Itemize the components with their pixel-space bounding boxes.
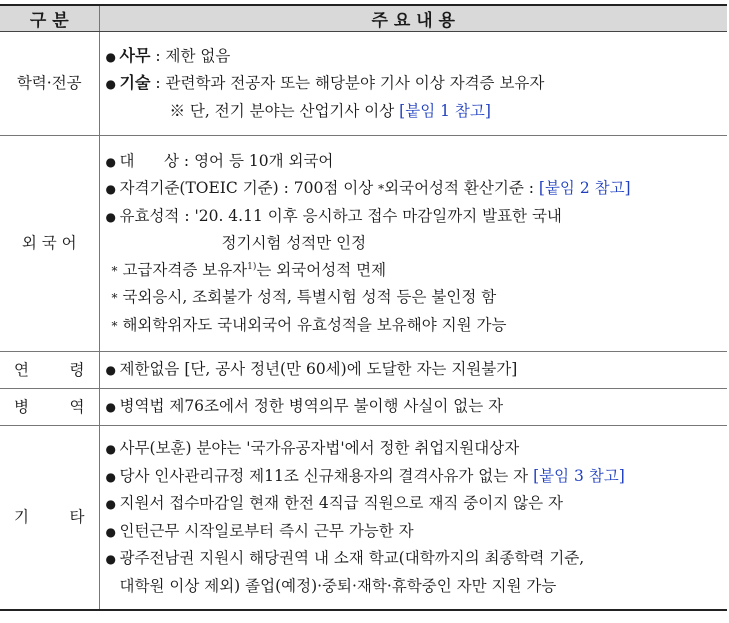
- category-age: [0, 352, 99, 389]
- list-item: [106, 518, 728, 546]
- list-item: [106, 148, 728, 176]
- category-char: 연: [14, 360, 29, 379]
- content-age: [99, 352, 727, 389]
- bullet-icon: ●: [105, 552, 116, 567]
- note-text: 해외학위자도 국내외국어 유효성적을 보유해야 지원 가능: [122, 315, 507, 334]
- category-char: 령: [69, 360, 85, 379]
- asterisk-mark: *: [111, 318, 118, 333]
- table-header-row: [0, 5, 727, 32]
- item-text: 정기시험 성적만 인정: [221, 234, 367, 253]
- bullet-icon: ●: [105, 209, 116, 224]
- bullet-icon: ●: [105, 469, 116, 484]
- bullet-icon: ●: [105, 363, 116, 378]
- item-label: 기술: [119, 73, 151, 93]
- content-other: [99, 426, 727, 610]
- requirements-table: [0, 4, 727, 611]
- bullet-icon: ●: [105, 77, 116, 92]
- item-text: 인턴근무 시작일로부터 즉시 근무 가능한 자: [119, 521, 414, 540]
- bullet-icon: ●: [105, 524, 116, 539]
- list-item: [106, 490, 728, 518]
- appendix-2-link[interactable]: [붙임 2 참고]: [538, 179, 631, 198]
- item-text: 대학원 이상 제외) 졸업(예정)·중퇴·재학·휴학중인 자만 지원 가능: [119, 576, 557, 595]
- bullet-icon: ●: [105, 154, 116, 169]
- bullet-icon: ●: [105, 442, 116, 457]
- list-item: [106, 70, 728, 98]
- item-text: 병역법 제76조에서 정한 병역의무 불이행 사실이 없는 자: [119, 397, 504, 416]
- note-line: [106, 284, 728, 312]
- note-line: [106, 98, 728, 125]
- note-text: 국외응시, 조회불가 성적, 특별시험 성적 등은 불인정 함: [122, 288, 497, 307]
- category-char: 기: [14, 508, 29, 526]
- item-text: 유효성적 : '20. 4.11 이후 응시하고 접수 마감일까지 발표한 국내: [119, 206, 562, 225]
- footnote-marker: 1): [247, 261, 257, 272]
- item-text: 외국어성적 환산기준 :: [384, 179, 539, 198]
- asterisk-mark: *: [111, 291, 118, 306]
- bullet-icon: ●: [105, 182, 116, 197]
- item-text: 제한없음 [단, 공사 정년(만 60세)에 도달한 자는 지원불가]: [119, 360, 518, 379]
- category-char: 병: [14, 397, 29, 416]
- note-line: [106, 257, 728, 285]
- appendix-3-link[interactable]: [붙임 3 참고]: [533, 466, 625, 485]
- row-language: [0, 136, 727, 352]
- content-language: [99, 136, 727, 352]
- category-char: 타: [69, 508, 85, 526]
- row-other: [0, 426, 727, 610]
- list-item: [106, 545, 728, 573]
- category-language: 외 국 어: [0, 136, 99, 352]
- item-label: 사무: [119, 45, 151, 65]
- bullet-icon: ●: [105, 497, 116, 512]
- item-text: 당사 인사관리규정 제11조 신규채용자의 결격사유가 없는 자: [119, 466, 534, 485]
- note-text: 고급자격증 보유자: [122, 260, 248, 279]
- list-item: [106, 435, 728, 463]
- item-text: 지원서 접수마감일 현재 한전 4직급 직원으로 재직 중이지 않은 자: [119, 494, 564, 513]
- asterisk-mark: *: [111, 263, 118, 278]
- list-item-continuation: [106, 573, 728, 600]
- row-military: [0, 389, 727, 426]
- item-text: 대 상 : 영어 등 10개 외국어: [119, 151, 334, 170]
- note-text: 는 외국어성적 면제: [256, 260, 387, 279]
- bullet-icon: ●: [105, 400, 116, 415]
- header-category: 구 분: [0, 5, 99, 32]
- list-item: [106, 393, 728, 421]
- note-text: ※ 단, 전기 분야는 산업기사 이상: [169, 101, 400, 120]
- list-item-continuation: [106, 230, 728, 257]
- category-education: 학력·전공: [0, 32, 99, 136]
- item-text: 사무(보훈) 분야는 '국가유공자법'에서 정한 취업지원대상자: [119, 439, 520, 458]
- content-military: [99, 389, 727, 426]
- row-education: [0, 32, 727, 136]
- list-item: [106, 463, 728, 491]
- bullet-icon: ●: [105, 49, 116, 64]
- item-text: : 관련학과 전공자 또는 해당분야 기사 이상 자격증 보유자: [150, 74, 545, 93]
- category-other: [0, 426, 99, 610]
- content-education: [99, 32, 727, 136]
- note-line: [106, 312, 728, 340]
- item-text: 자격기준(TOEIC 기준) : 700점 이상: [119, 179, 379, 198]
- row-age: [0, 352, 727, 389]
- list-item: [106, 43, 728, 71]
- category-char: 역: [69, 397, 85, 416]
- list-item: [106, 356, 728, 384]
- list-item: [106, 175, 728, 203]
- category-military: [0, 389, 99, 426]
- list-item: [106, 203, 728, 231]
- item-text: 광주전남권 지원시 해당권역 내 소재 학교(대학까지의 최종학력 기준,: [119, 549, 585, 568]
- appendix-1-link[interactable]: [붙임 1 참고]: [399, 101, 491, 120]
- asterisk-mark: *: [378, 182, 385, 197]
- header-content: 주 요 내 용: [99, 5, 727, 32]
- item-text: : 제한 없음: [150, 46, 231, 65]
